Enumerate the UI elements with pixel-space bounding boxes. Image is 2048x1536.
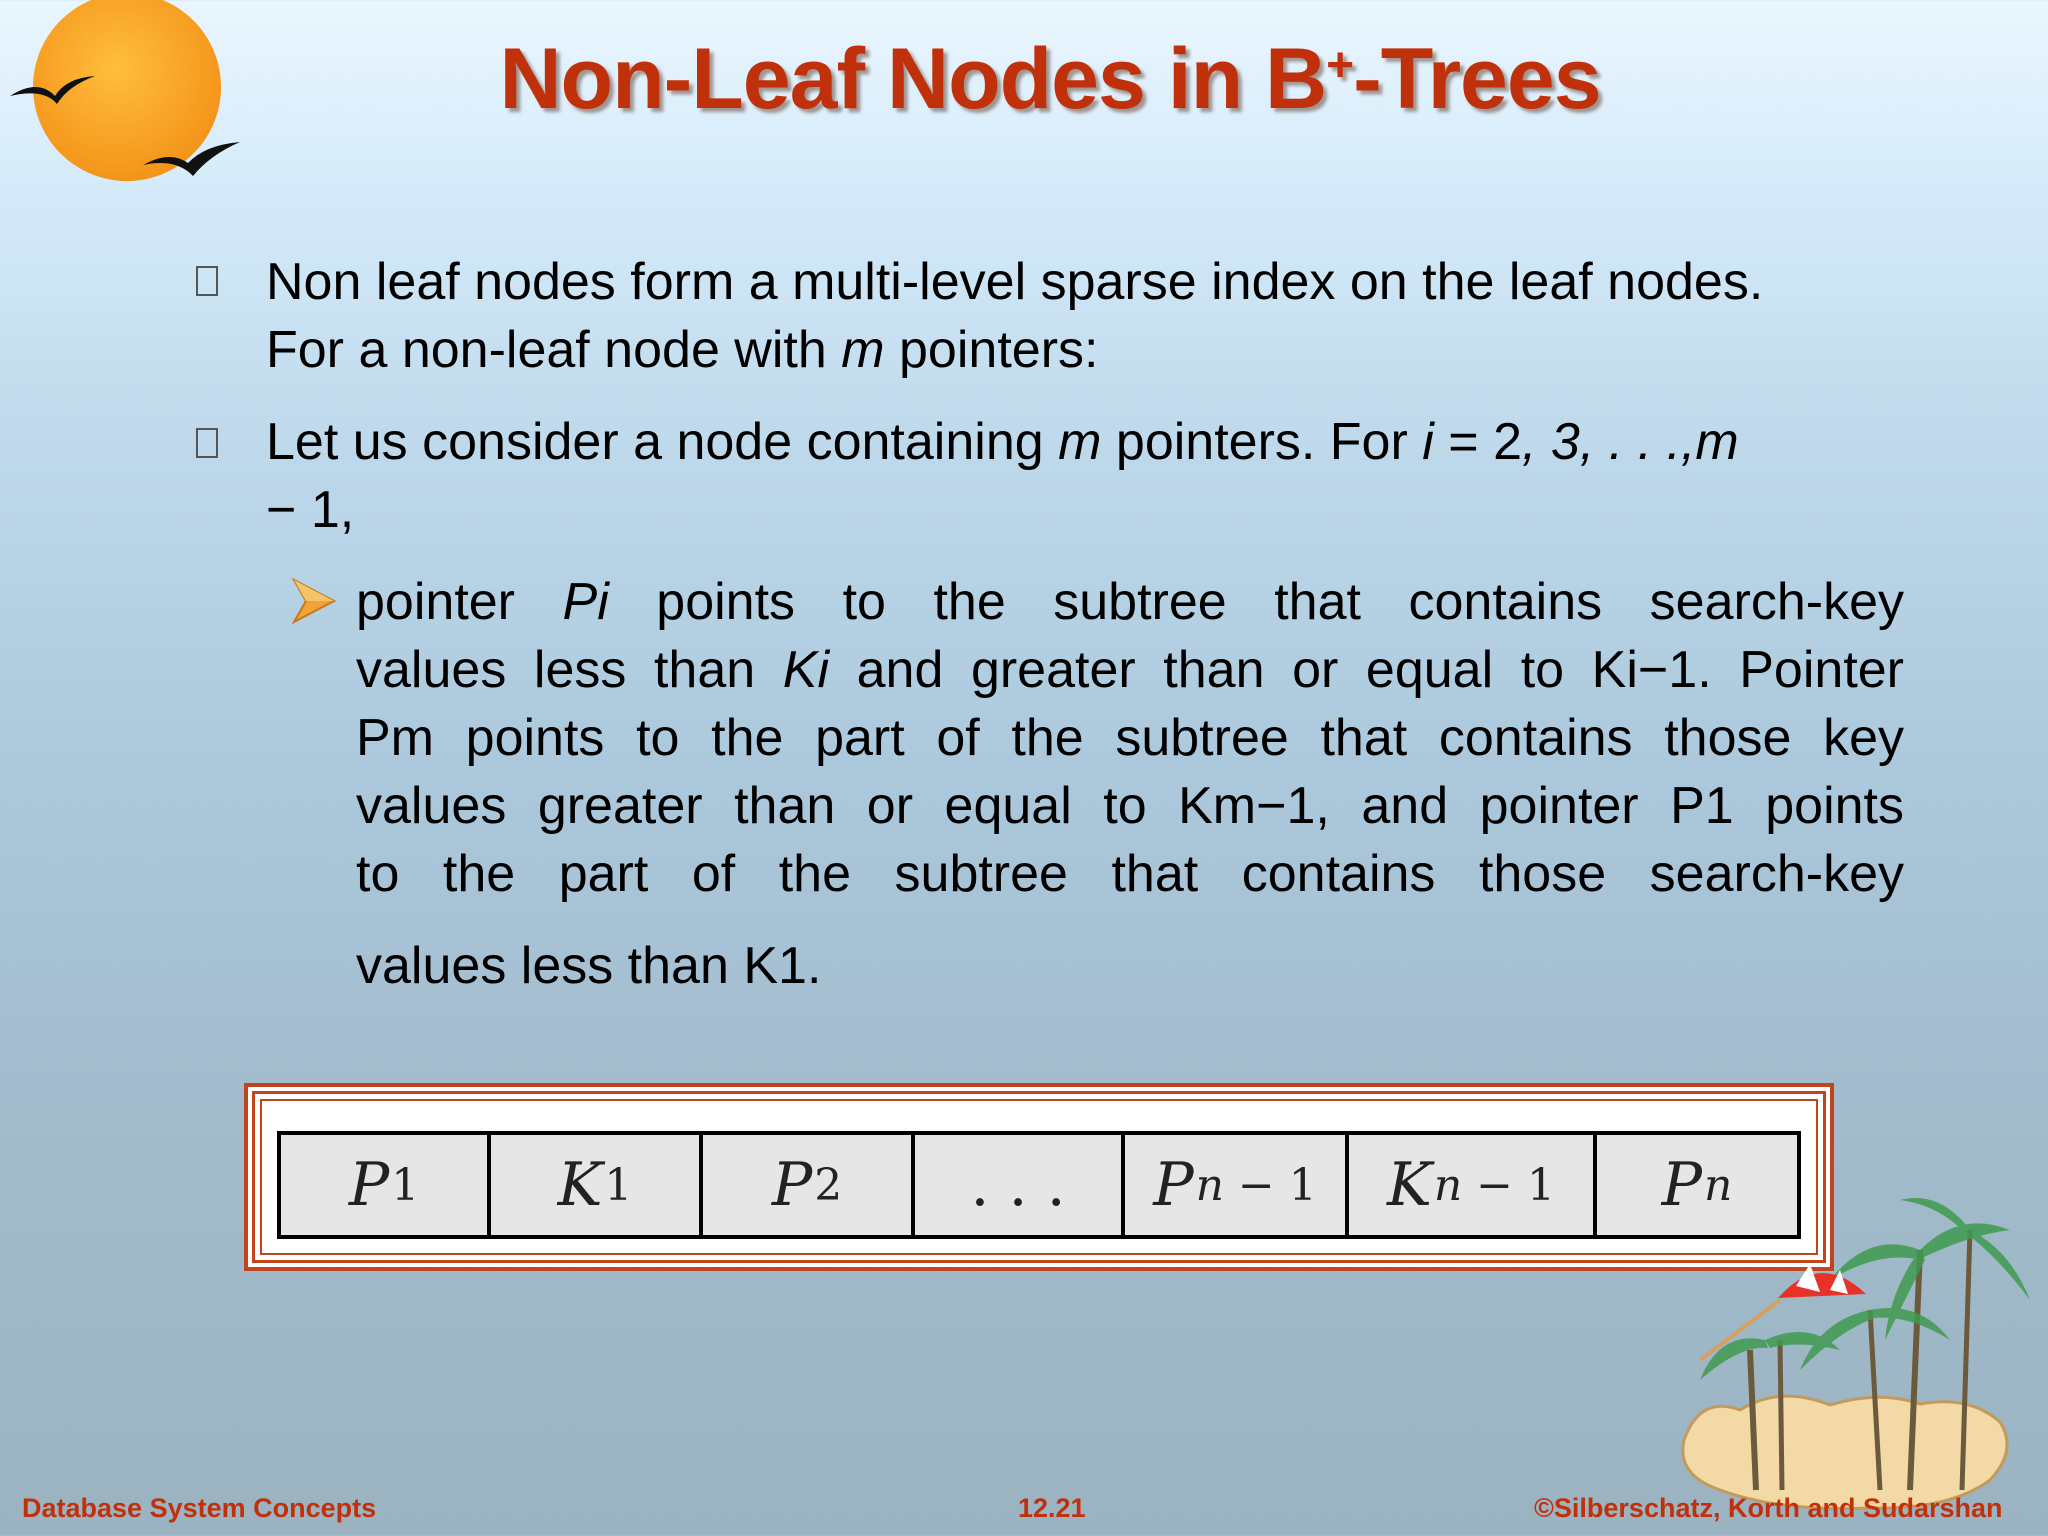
sub-bullet-line-2: values less than Ki and greater than or equal to Ki−1. Pointer xyxy=(356,641,1905,699)
node-cell-subscript xyxy=(604,1160,632,1211)
sub-bullet-line-1: pointer Pi points to the subtree that contains search-key xyxy=(356,573,1904,631)
node-cell xyxy=(1125,1135,1349,1235)
bullet-1-line-1: Non leaf nodes form a multi-level sparse index on the leaf nodes. xyxy=(266,253,1764,311)
arrow-bullet-icon xyxy=(292,578,336,624)
node-cell xyxy=(703,1135,915,1235)
bullet-1-line-2: For a non-leaf node with m pointers: xyxy=(266,321,1099,379)
node-cell xyxy=(281,1135,491,1235)
node-cell-subscript-text: 1 xyxy=(604,1159,633,1211)
node-cell-subscript-variable: n xyxy=(1704,1159,1733,1211)
sub-bullet-line-4: values greater than or equal to Km−1, and pointer P1 points xyxy=(356,777,1904,835)
node-cell-base: K xyxy=(1386,1150,1432,1220)
node-cell-subscript-text: 2 xyxy=(814,1159,843,1211)
slide-title: Non-Leaf Nodes in B+-Trees xyxy=(499,31,1601,127)
node-cell-subscript-text: − 1 xyxy=(1223,1159,1317,1211)
node-cell xyxy=(915,1135,1125,1235)
node-cell-base: P xyxy=(771,1150,813,1220)
node-cell-subscript-text: − 1 xyxy=(1462,1159,1555,1211)
node-cell-subscript xyxy=(391,1160,419,1211)
node-cell-subscript-text: 1 xyxy=(391,1159,420,1211)
sub-bullet-paragraph xyxy=(356,568,1904,1000)
sub-bullet-line-3: Pm points to the part of the subtree that contains those key xyxy=(356,709,1904,767)
node-cell-subscript xyxy=(1434,1160,1555,1211)
footer-course-title: Database System Concepts xyxy=(22,1493,377,1523)
node-cell-subscript-variable: n xyxy=(1433,1159,1463,1211)
node-cell xyxy=(491,1135,703,1235)
palm-island-decoration xyxy=(1670,1190,2048,1536)
node-cell-subscript xyxy=(814,1160,842,1211)
node-cell-base: P xyxy=(1153,1150,1194,1220)
bullet-marker xyxy=(196,266,218,296)
footer-slide-number: 12.21 xyxy=(1018,1493,1086,1523)
node-cell-subscript-variable: n xyxy=(1195,1159,1224,1211)
non-leaf-node-diagram xyxy=(277,1131,1801,1239)
bullet-2-line-1: Let us consider a node containing m pointers. For i = 2, 3, . . .,m xyxy=(266,413,1739,471)
node-cell-base: . . . xyxy=(970,1150,1066,1220)
node-cell xyxy=(1349,1135,1597,1235)
bullet-2-line-2: − 1, xyxy=(266,481,355,539)
bullet-marker xyxy=(196,428,218,458)
sub-bullet-line-5: to the part of the subtree that contains those search-key xyxy=(356,845,1904,903)
node-cell-base: K xyxy=(557,1150,603,1220)
node-cell-base: P xyxy=(1661,1150,1703,1220)
sub-bullet-line-6: values less than K1. xyxy=(356,937,822,995)
node-cell-base: P xyxy=(348,1150,390,1220)
footer-copyright: ©Silberschatz, Korth and Sudarshan xyxy=(1534,1493,2003,1523)
node-cell-subscript xyxy=(1196,1160,1317,1211)
